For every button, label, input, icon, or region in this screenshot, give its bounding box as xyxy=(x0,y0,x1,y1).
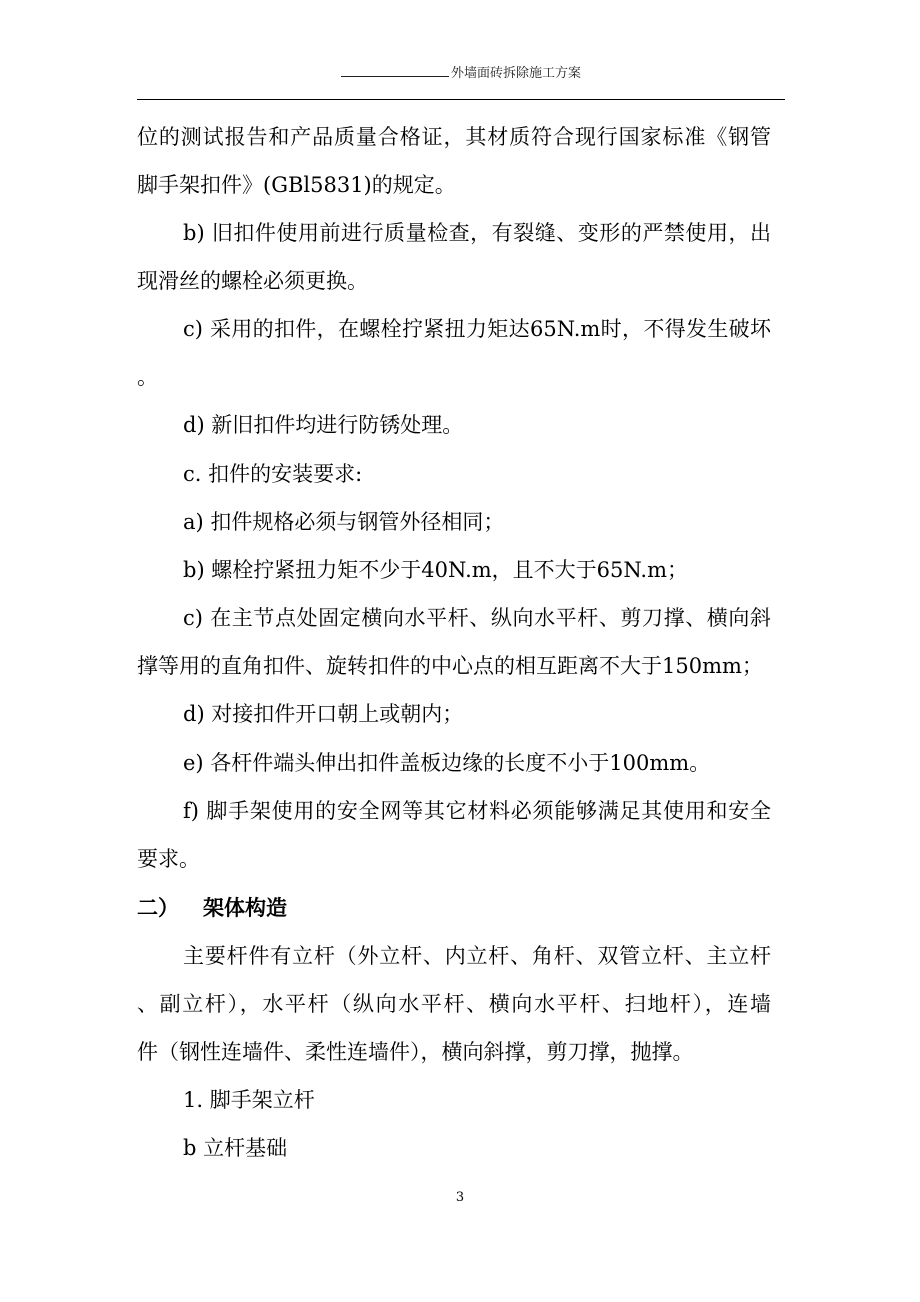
text-line: 、副立杆），水平杆（纵向水平杆、横向水平杆、扫地杆），连墙 xyxy=(137,992,771,1016)
text-line: e) 各杆件端头伸出扣件盖板边缘的长度不小于100mm。 xyxy=(183,751,711,775)
text-line: 。 xyxy=(137,365,158,389)
header-rule xyxy=(137,99,785,100)
text-line: c. 扣件的安装要求: xyxy=(183,462,363,486)
page-number: 3 xyxy=(455,1190,465,1205)
text-line: f) 脚手架使用的安全网等其它材料必须能够满足其使用和安全 xyxy=(183,799,771,823)
text-line: c) 采用的扣件，在螺栓拧紧扭力矩达65N.m时，不得发生破坏 xyxy=(183,317,771,341)
section-heading xyxy=(137,893,287,923)
header-blank-line xyxy=(341,64,449,77)
text-line: d) 对接扣件开口朝上或朝内； xyxy=(183,702,464,726)
text-line: 脚手架扣件》(GBl5831)的规定。 xyxy=(137,173,456,197)
section-number: 二） xyxy=(137,896,179,920)
text-line: a) 扣件规格必须与钢管外径相同； xyxy=(183,510,505,534)
text-line: 要求。 xyxy=(137,847,200,871)
text-line: 现滑丝的螺栓必须更换。 xyxy=(137,269,368,293)
header-title: 外墙面砖拆除施工方案 xyxy=(450,66,581,81)
text-line: 位的测试报告和产品质量合格证，其材质符合现行国家标准《钢管 xyxy=(137,125,771,149)
page-header xyxy=(137,62,785,81)
text-line: 主要杆件有立杆（外立杆、内立杆、角杆、双管立杆、主立杆 xyxy=(183,944,771,968)
text-line: 1. 脚手架立杆 xyxy=(183,1088,315,1112)
text-line: d) 新旧扣件均进行防锈处理。 xyxy=(183,413,464,437)
text-line: b 立杆基础 xyxy=(183,1136,288,1160)
section-title: 架体构造 xyxy=(203,896,287,920)
text-line: b) 螺栓拧紧扭力矩不少于40N.m，且不大于65N.m； xyxy=(183,558,688,582)
text-line: c) 在主节点处固定横向水平杆、纵向水平杆、剪刀撑、横向斜 xyxy=(183,606,771,630)
text-line: 件（钢性连墙件、柔性连墙件），横向斜撑，剪刀撑，抛撑。 xyxy=(137,1040,694,1064)
text-line: 撑等用的直角扣件、旋转扣件的中心点的相互距离不大于150mm； xyxy=(137,654,763,678)
text-line: b) 旧扣件使用前进行质量检查，有裂缝、变形的严禁使用，出 xyxy=(183,221,771,245)
